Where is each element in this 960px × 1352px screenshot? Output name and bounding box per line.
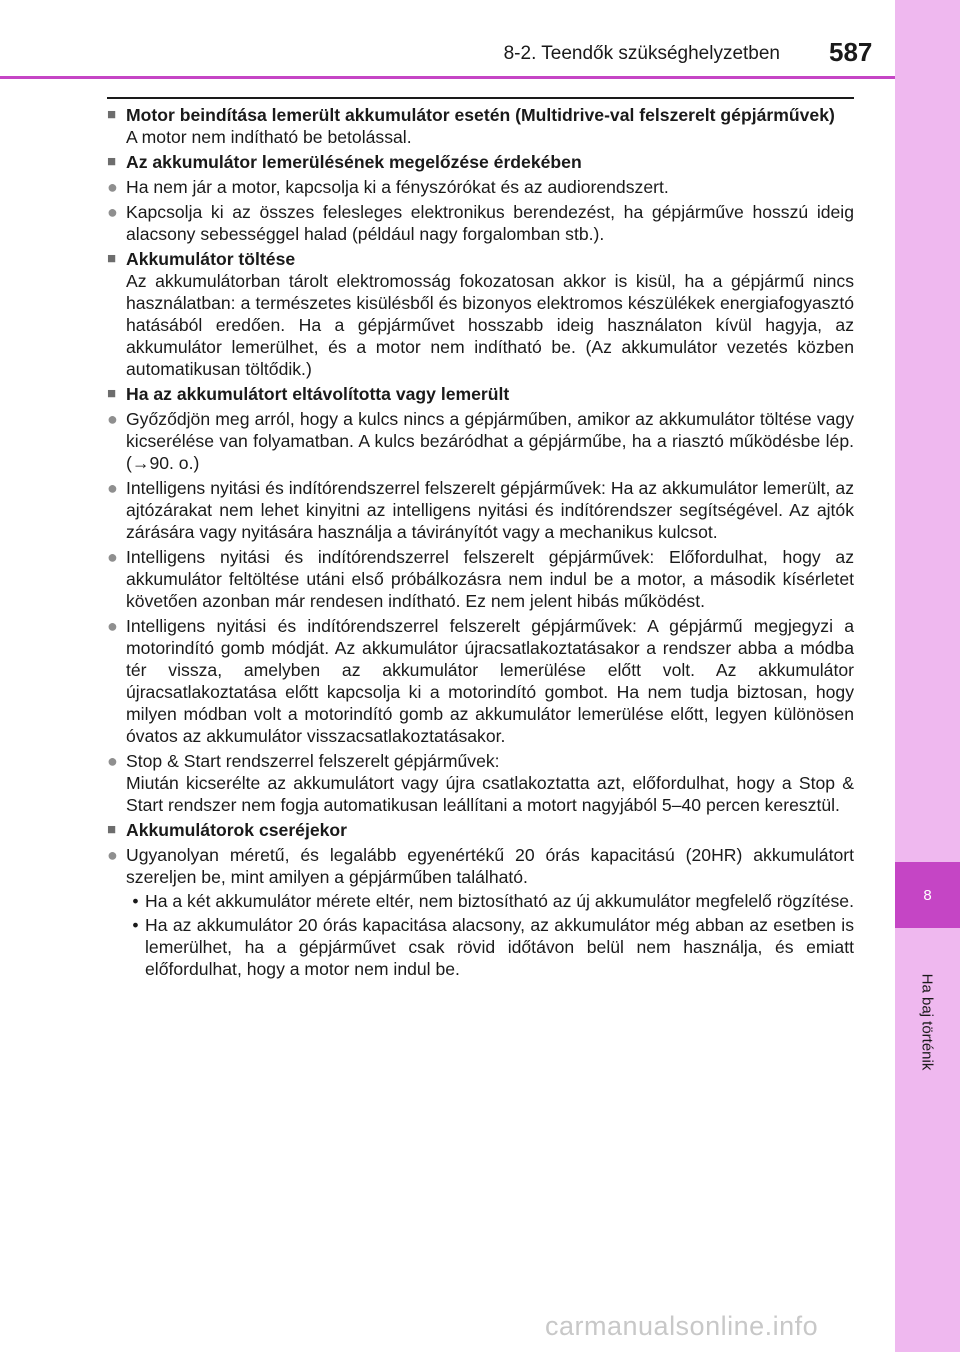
list-item — [107, 844, 854, 888]
list-item — [107, 750, 854, 816]
small-bullet-icon: • — [132, 915, 139, 935]
circle-bullet-icon: ● — [107, 616, 118, 636]
circle-bullet-icon: ● — [107, 751, 118, 771]
circle-bullet-icon: ● — [107, 202, 118, 222]
sub-list-item — [107, 890, 854, 912]
section-heading-text: Motor beindítása lemerült akkumulátor esetén (Multidrive-val felszerelt gépjárművek) — [126, 105, 835, 125]
section-heading-text: Ha az akkumulátort eltávolította vagy lemerült — [126, 384, 510, 404]
section-heading-text: Akkumulátor töltése — [126, 249, 296, 269]
section-heading — [107, 383, 854, 405]
watermark: carmanualsonline.info — [545, 1311, 819, 1341]
section-heading — [107, 248, 854, 270]
square-bullet-icon: ■ — [107, 250, 117, 267]
sub-list-item — [107, 914, 854, 980]
section — [107, 819, 854, 980]
chapter-label: Ha baj történik — [918, 973, 936, 1071]
circle-bullet-icon: ● — [107, 547, 118, 567]
list-item-text: Intelligens nyitási és indítórendszerrel felszerelt gépjárművek: A gépjármű megjegyzi a motorindító gomb módját. Az akkumulátor újracsatlakoztatásakor a rendszer abba a módba tér vissza, amelyben az akkumulátor lemerülése előtt volt. Az akkumulátor újracsatlakoztatása előtt kapcsolja ki a motorindító gombot. Ha nem tudja biztosan, hogy milyen módban volt a motorindító gomb az akkumulátor lemerülése előtt, legyen különösen óvatos az akkumulátor visszacsatlakoztatásakor. — [126, 616, 854, 746]
section-heading — [107, 151, 854, 173]
section — [107, 104, 854, 148]
list-item — [107, 546, 854, 612]
section-heading — [107, 104, 854, 126]
list-item-text: Intelligens nyitási és indítórendszerrel felszerelt gépjárművek: Ha az akkumulátor lemerült, az ajtózárakat nem lehet kinyitni az intelligens nyitási és indítórendszer segítségével. Az ajtók zárására vagy nyitására használja a távirányítót vagy a mechanikus kulcsot. — [126, 478, 854, 542]
page-number: 587 — [829, 37, 873, 67]
chapter-number-tab[interactable] — [895, 862, 960, 928]
side-tab-background — [895, 0, 960, 862]
circle-bullet-icon: ● — [107, 478, 118, 498]
list-item-text: Ugyanolyan méretű, és legalább egyenértékű 20 órás kapacitású (20HR) akkumulátort szereljen be, mint amilyen a gépjárműben található. — [126, 845, 854, 887]
list-item — [107, 176, 854, 198]
list-item — [107, 408, 854, 474]
square-bullet-icon: ■ — [107, 385, 117, 402]
small-bullet-icon: • — [132, 891, 139, 911]
section — [107, 151, 854, 245]
sub-list-item-text: Ha a két akkumulátor mérete eltér, nem biztosítható az új akkumulátor megfelelő rögzítése. — [145, 891, 854, 911]
square-bullet-icon: ■ — [107, 106, 117, 123]
section-heading-text: Akkumulátorok cseréjekor — [126, 820, 347, 840]
list-item — [107, 201, 854, 245]
section-heading — [107, 819, 854, 841]
circle-bullet-icon: ● — [107, 409, 118, 429]
content-body — [107, 104, 854, 983]
section-title: 8-2. Teendők szükséghelyzetben — [503, 43, 780, 64]
chapter-number: 8 — [923, 886, 932, 904]
list-item-text: Kapcsolja ki az összes felesleges elektronikus berendezést, ha gépjárműve hosszú ideig alacsony sebességgel halad (például nagy forgalomban stb.). — [126, 202, 854, 244]
content-top-rule — [107, 97, 854, 99]
paragraph: A motor nem indítható be betolással. — [126, 127, 412, 147]
header-rule — [0, 76, 895, 79]
list-item-text: Stop & Start rendszerrel felszerelt gépjárművek: Miután kicserélte az akkumulátort vagy újra csatlakoztatta azt, előfordulhat, hogy a Stop & Start rendszer nem fogja automatikusan leállítani a motort nagyjából 5–40 percen keresztül. — [126, 751, 854, 815]
paragraph: Az akkumulátorban tárolt elektromosság fokozatosan akkor is kisül, ha a gépjármű nincs használatban: a természetes kisülésből és bizonyos elektromos készülékek energiafogyasztó hatásából eredően. Ha a gépjárművet hosszabb ideig használaton kívül hagyja, az akkumulátor lemerülhet, és a motor nem indítható be. (Az akkumulátor vezetés közben automatikusan töltődik.) — [126, 271, 854, 379]
square-bullet-icon: ■ — [107, 821, 117, 838]
list-item-text: Intelligens nyitási és indítórendszerrel felszerelt gépjárművek: Előfordulhat, hogy az akkumulátor feltöltése utáni első próbálkozásra nem indul be a motor, a második kísérletet követően azonban már rendesen indítható. Ez nem jelent hibás működést. — [126, 547, 854, 611]
list-item-text: Győződjön meg arról, hogy a kulcs nincs a gépjárműben, amikor az akkumulátor töltése vagy kicserélése van folyamatban. A kulcs bezáródhat a gépjárműbe, ha a riasztó működésbe lép. (→90. o.) — [126, 409, 854, 473]
section-heading-text: Az akkumulátor lemerülésének megelőzése érdekében — [126, 152, 582, 172]
square-bullet-icon: ■ — [107, 153, 117, 170]
list-item — [107, 615, 854, 747]
list-item-text: Ha nem jár a motor, kapcsolja ki a fényszórókat és az audiorendszert. — [126, 177, 669, 197]
sub-list-item-text: Ha az akkumulátor 20 órás kapacitása alacsony, az akkumulátor még abban az esetben is lemerülhet, ha a gépjárművet csak rövid időtávon belül nem használja, és emiatt előfordulhat, hogy a motor nem indul be. — [145, 915, 854, 979]
list-item — [107, 477, 854, 543]
circle-bullet-icon: ● — [107, 177, 118, 197]
section — [107, 248, 854, 380]
circle-bullet-icon: ● — [107, 845, 118, 865]
section — [107, 383, 854, 816]
